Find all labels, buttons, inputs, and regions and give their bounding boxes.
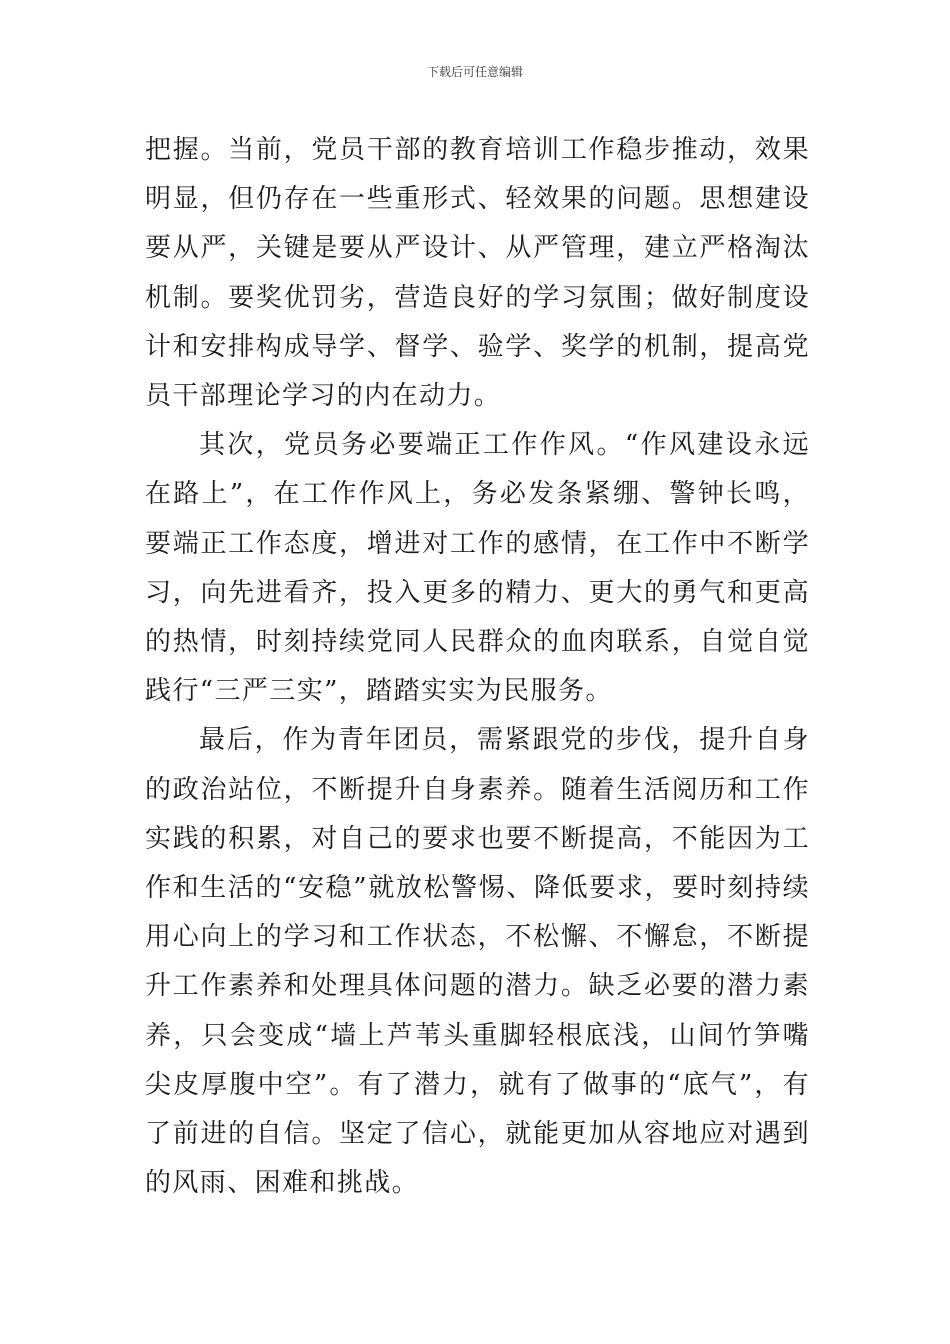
paragraph-2: 其次，党员务必要端正工作作风。“作风建设永远在路上”，在工作作风上，务必发条紧绷、警钟长鸣，要端正工作态度，增进对工作的感情，在工作中不断学习，向先进看齐，投入更多的精力、更大的勇气和更高的热情，时刻持续党同人民群众的血肉联系，自觉自觉践行“三严三实”，踏踏实实为民服务。 bbox=[145, 430, 810, 707]
document-body bbox=[145, 126, 810, 1208]
paragraph-3: 最后，作为青年团员，需紧跟党的步伐，提升自身的政治站位，不断提升自身素养。随着生活阅历和工作实践的积累，对自己的要求也要不断提高，不能因为工作和生活的“安稳”就放松警惕、降低要求，要时刻持续用心向上的学习和工作状态，不松懈、不懈怠，不断提升工作素养和处理具体问题的潜力。缺乏必要的潜力素养，只会变成“墙上芦苇头重脚轻根底浅，山间竹笋嘴尖皮厚腹中空”。有了潜力，就有了做事的“底气”，有了前进的自信。坚定了信心，就能更加从容地应对遇到的风雨、困难和挑战。 bbox=[145, 725, 810, 1199]
paragraph-1: 把握。当前，党员干部的教育培训工作稳步推动，效果明显，但仍存在一些重形式、轻效果的问题。思想建设要从严，关键是要从严设计、从严管理，建立严格淘汰机制。要奖优罚劣，营造良好的学习氛围；做好制度设计和安排构成导学、督学、验学、奖学的机制，提高党员干部理论学习的内在动力。 bbox=[145, 135, 810, 412]
page-header: 下载后可任意编辑 bbox=[426, 65, 523, 79]
